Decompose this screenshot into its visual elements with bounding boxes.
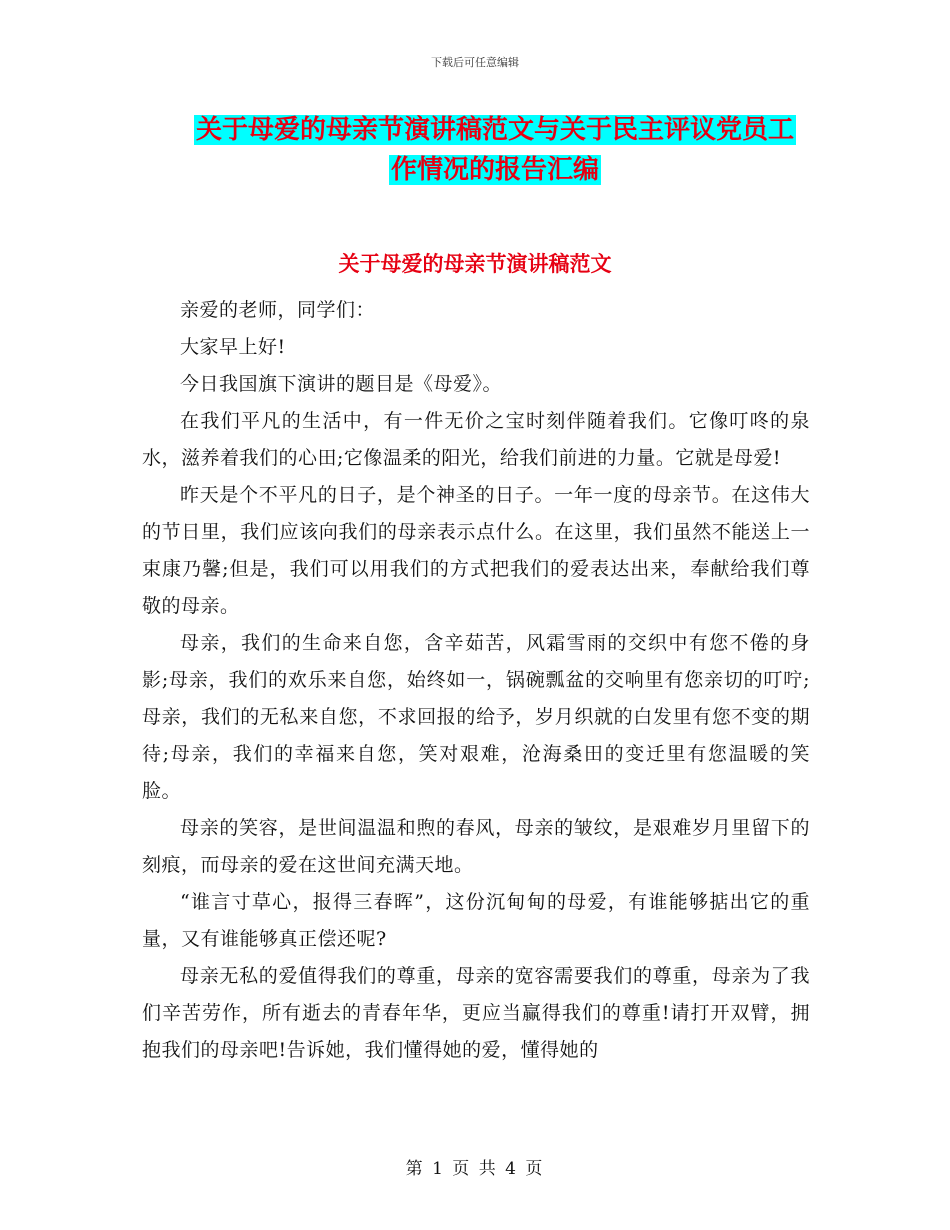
paragraph: 母亲，我们的生命来自您，含辛茹苦，风霜雪雨的交织中有您不倦的身影;母亲，我们的欢乐来自您，始终如一，锅碗瓢盆的交响里有您亲切的叮咛;母亲，我们的无私来自您，不求回报的给予，岁月织就的白发里有您不变的期待;母亲，我们的幸福来自您，笑对艰难，沧海桑田的变迁里有您温暖的笑脸。 — [142, 632, 810, 802]
section-title: 关于母爱的母亲节演讲稿范文 — [338, 252, 612, 276]
paragraph: 在我们平凡的生活中，有一件无价之宝时刻伴随着我们。它像叮咚的泉水，滋养着我们的心田;它像温柔的阳光，给我们前进的力量。它就是母爱! — [142, 410, 810, 469]
document-title-line-2: 作情况的报告汇编 — [390, 155, 599, 185]
paragraph: “谁言寸草心，报得三春晖”，这份沉甸甸的母爱，有谁能够掂出它的重量，又有谁能够真正偿还呢? — [142, 891, 810, 950]
document-title — [170, 110, 820, 190]
paragraph: 母亲无私的爱值得我们的尊重，母亲的宽容需要我们的尊重，母亲为了我们辛苦劳作，所有逝去的青春年华，更应当赢得我们的尊重!请打开双臂，拥抱我们的母亲吧!告诉她，我们懂得她的爱，懂得她的 — [142, 965, 810, 1061]
paragraph-greeting: 亲爱的老师，同学们： — [180, 299, 376, 321]
paragraph-topic: 今日我国旗下演讲的题目是《母爱》。 — [180, 373, 503, 395]
paragraph: 昨天是个不平凡的日子，是个神圣的日子。一年一度的母亲节。在这伟大的节日里，我们应该向我们的母亲表示点什么。在这里，我们虽然不能送上一束康乃馨;但是，我们可以用我们的方式把我们的爱表达出来，奉献给我们尊敬的母亲。 — [142, 484, 810, 617]
document-title-line-1: 关于母爱的母亲节演讲稿范文与关于民主评议党员工 — [195, 115, 794, 145]
page-header: 下载后可任意编辑 — [431, 56, 519, 69]
paragraph: 母亲的笑容，是世间温温和煦的春风，母亲的皱纹，是艰难岁月里留下的刻痕，而母亲的爱在这世间充满天地。 — [142, 817, 810, 876]
page-number: 第 1 页 共 4 页 — [405, 1159, 545, 1179]
document-body — [142, 292, 810, 1069]
paragraph-good-morning: 大家早上好! — [180, 336, 286, 358]
